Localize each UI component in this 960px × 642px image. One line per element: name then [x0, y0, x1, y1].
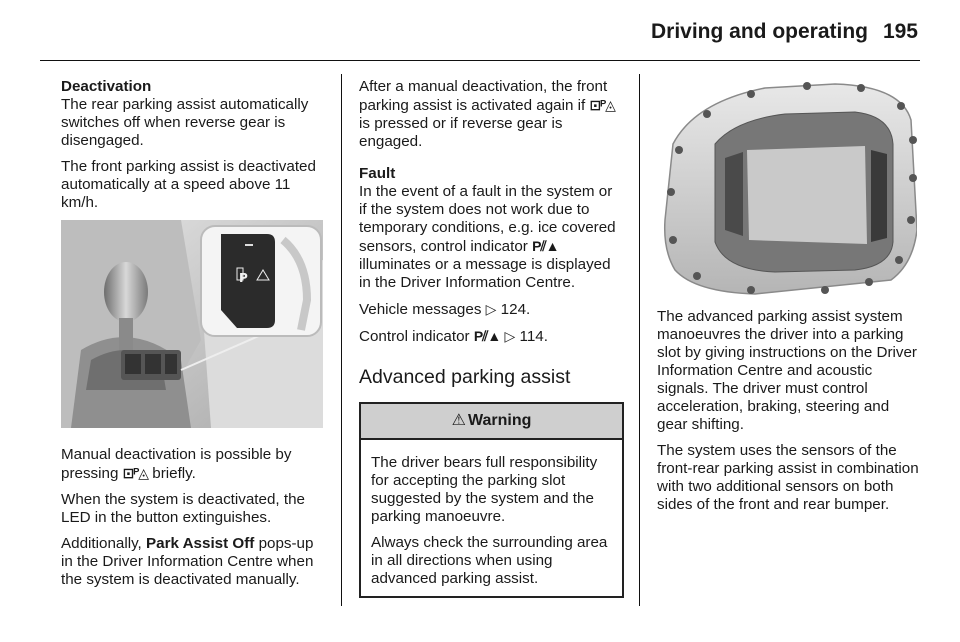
manual-deactivation-paragraph [61, 446, 324, 483]
svg-text:P: P [239, 271, 248, 285]
warning-paragraph: The driver bears full responsibility for accepting the parking slot suggested by the system and the parking manoeuvre. [371, 454, 598, 525]
warning-header [361, 404, 622, 440]
warning-triangle-icon: ⚠ [451, 412, 466, 429]
page-reference-arrow-icon: ▷ [485, 301, 497, 317]
header-title: Driving and operating [650, 20, 868, 43]
deactivation-heading: Deactivation [61, 78, 152, 95]
warning-paragraph: Always check the surrounding area in all directions when using advanced parking assist. [371, 534, 608, 587]
warning-box [359, 402, 624, 598]
column-divider-left [341, 74, 342, 606]
park-assist-indicator-icon: P⫽▲ [473, 328, 501, 344]
text-fragment: Additionally, [61, 535, 142, 552]
text-fragment: In the event of a fault in the system or if the system does not work due to temporary conditions, e.g. ice covered sensors, control indicator [359, 183, 616, 255]
text-fragment: 114. [519, 328, 548, 345]
advanced-assist-description: The advanced parking assist system manoeuvres the driver into a parking slot by giving instructions on the Driver Information Centre and acoustic signals. The driver must control acceleration, braking, steering and gear shifting. [657, 308, 917, 433]
text-fragment: briefly. [152, 465, 196, 482]
text-fragment: Manual deactivation is possible by pressing [61, 446, 292, 482]
text-fragment: pops-up in the Driver Information Centre when the system is deactivated manually. [61, 535, 314, 588]
warning-title: Warning [467, 412, 532, 429]
fault-heading: Fault [359, 165, 396, 182]
control-indicator-ref [359, 327, 624, 346]
column-2 [359, 78, 624, 598]
park-assist-button-icon: ⊡ᴾ◬ [589, 97, 615, 113]
text-fragment: After a manual deactivation, the front parking assist is activated again if [359, 78, 608, 114]
column-divider-right [639, 74, 640, 606]
header-rule [40, 60, 920, 61]
column-1 [61, 78, 324, 597]
park-assist-off-message: Park Assist Off [146, 535, 255, 552]
text-fragment: is pressed or if reverse gear is engaged. [359, 115, 563, 150]
page-number: 195 [882, 20, 918, 43]
column-3 [657, 78, 922, 522]
park-assist-indicator-icon: P⫽▲ [532, 238, 559, 254]
car-sensor-diagram [655, 80, 917, 300]
fault-paragraph [359, 183, 624, 292]
page-reference-arrow-icon: ▷ [504, 328, 516, 344]
additionally-paragraph [61, 535, 324, 589]
sensors-description: The system uses the sensors of the front-rear parking assist in combination with two additional sensors on both sides of the front and rear bumper. [657, 442, 919, 513]
park-assist-button-photo [61, 220, 323, 428]
led-paragraph: When the system is deactivated, the LED in the button extinguishes. [61, 491, 305, 526]
text-fragment: illuminates or a message is displayed in the Driver Information Centre. [359, 256, 611, 291]
front-assist-paragraph: The front parking assist is deactivated automatically at a speed above 11 km/h. [61, 158, 316, 211]
warning-body [361, 440, 622, 596]
rear-assist-paragraph: The rear parking assist automatically switches off when reverse gear is disengaged. [61, 96, 309, 149]
text-fragment: Control indicator [359, 328, 470, 345]
car-top-view-illustration [655, 80, 917, 300]
park-assist-button-icon: ⊡ᴾ◬ [122, 465, 149, 481]
text-fragment: Vehicle messages [359, 301, 482, 318]
text-fragment: 124. [500, 301, 531, 318]
advanced-parking-assist-heading: Advanced parking assist [359, 366, 571, 388]
console-illustration [61, 220, 323, 428]
reactivation-paragraph [359, 78, 624, 151]
vehicle-messages-ref [359, 300, 624, 319]
